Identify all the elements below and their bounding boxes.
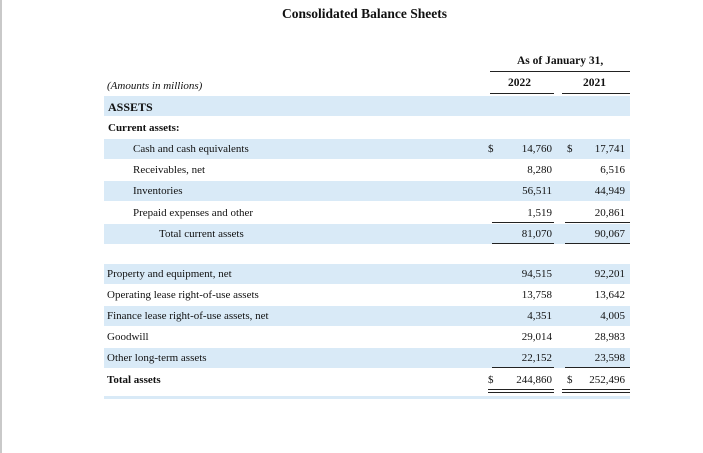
as-of-underline <box>490 71 630 72</box>
value-2021: 20,861 <box>594 207 625 219</box>
units-label: (Amounts in millions) <box>107 80 203 92</box>
value-2021: 92,201 <box>594 268 625 280</box>
value-2021: 28,983 <box>594 331 625 343</box>
value-2022: 1,519 <box>527 207 552 219</box>
year-2021-header: 2021 <box>583 77 606 89</box>
double-rule-bottom-2022 <box>488 392 554 393</box>
value-2021: 6,516 <box>600 164 625 176</box>
value-2021: 44,949 <box>594 185 625 197</box>
value-2021: 4,005 <box>600 310 625 322</box>
value-2022: 13,758 <box>521 289 552 301</box>
total-current-rule-2021 <box>565 243 630 244</box>
subtotal-rule-2021 <box>565 222 630 223</box>
row-label: Operating lease right-of-use assets <box>107 289 259 301</box>
year-2022-underline <box>490 93 554 94</box>
value-2022: 8,280 <box>527 164 552 176</box>
current-assets-heading: Current assets: <box>108 122 180 134</box>
value-2022: 14,760 <box>521 143 552 155</box>
assets-band <box>104 96 630 116</box>
total-current-2022: 81,070 <box>521 228 552 240</box>
total-current-2021: 90,067 <box>594 228 625 240</box>
total-assets-2022: 244,860 <box>516 374 552 386</box>
subtotal-rule-2022 <box>492 367 554 368</box>
row-label: Inventories <box>133 185 183 197</box>
total-current-rule-2022 <box>492 243 554 244</box>
year-2022-header: 2022 <box>508 77 531 89</box>
row-label: Other long-term assets <box>107 352 207 364</box>
subtotal-rule-2022 <box>492 222 554 223</box>
currency-symbol: $ <box>567 143 573 155</box>
subtotal-rule-2021 <box>565 367 630 368</box>
double-rule-bottom-2021 <box>562 392 630 393</box>
value-2021: 23,598 <box>594 352 625 364</box>
bottom-band <box>104 396 630 399</box>
value-2022: 94,515 <box>521 268 552 280</box>
total-current-label: Total current assets <box>159 228 244 240</box>
value-2022: 22,152 <box>521 352 552 364</box>
value-2022: 29,014 <box>521 331 552 343</box>
value-2021: 17,741 <box>594 143 625 155</box>
double-rule-top-2021 <box>562 389 630 390</box>
value-2021: 13,642 <box>594 289 625 301</box>
row-label: Goodwill <box>107 331 149 343</box>
as-of-header: As of January 31, <box>517 55 604 67</box>
row-label: Property and equipment, net <box>107 268 232 280</box>
double-rule-top-2022 <box>488 389 554 390</box>
assets-heading: ASSETS <box>108 100 153 114</box>
currency-symbol: $ <box>488 143 494 155</box>
value-2022: 4,351 <box>527 310 552 322</box>
row-label: Prepaid expenses and other <box>133 207 254 219</box>
currency-symbol: $ <box>488 374 494 386</box>
page-title: Consolidated Balance Sheets <box>282 6 448 21</box>
window-left-edge <box>0 0 2 453</box>
year-2021-underline <box>562 93 630 94</box>
total-assets-2021: 252,496 <box>589 374 625 386</box>
row-label: Cash and cash equivalents <box>133 143 249 155</box>
row-label: Finance lease right-of-use assets, net <box>107 310 269 322</box>
currency-symbol: $ <box>567 374 573 386</box>
row-label: Receivables, net <box>133 164 206 176</box>
value-2022: 56,511 <box>522 185 552 197</box>
total-assets-label: Total assets <box>107 374 161 386</box>
